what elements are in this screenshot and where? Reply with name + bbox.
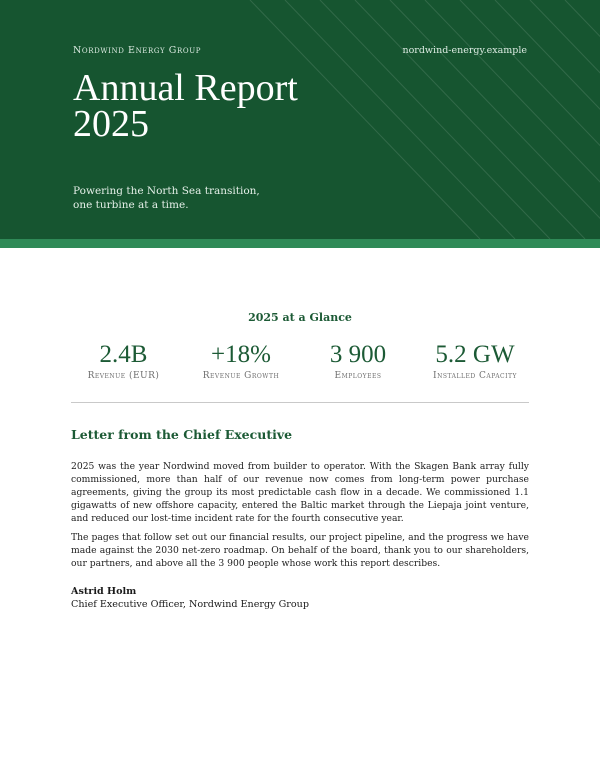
stat-value: 5.2 GW [435,341,515,368]
signer-title: Chief Executive Officer, Nordwind Energy Group [71,599,309,610]
report-title-line2: 2025 [73,103,149,145]
letter-heading: Letter from the Chief Executive [71,427,293,442]
tagline-line2: one turbine at a time. [73,199,189,211]
stat-value: +18% [211,341,271,368]
stat-revenue-growth [191,340,291,381]
stat-employees [318,340,398,381]
website-link[interactable]: nordwind-energy.example [402,45,527,56]
glance-title: 2025 at a Glance [248,311,352,324]
tagline-line1: Powering the North Sea transition, [73,185,260,197]
stat-label: Revenue (EUR) [87,371,160,381]
tagline [73,184,293,212]
stat-installed-capacity [421,340,529,381]
report-title [73,67,413,145]
key-stats [71,340,529,390]
stat-revenue [81,340,166,381]
stat-label: Installed Capacity [433,371,517,381]
cover-hero [0,0,600,239]
stat-label: Revenue Growth [202,371,280,381]
letter-paragraph: 2025 was the year Nordwind moved from builder to operator. With the Skagen Bank array fully commissioned, more than half of our revenue now comes from long-term power purchase agreements, giving the group its most predictable cash flow in a decade. We commissioned 1.1 gigawatts of new offshore capacity, entered the Baltic market through the Liepaja joint venture, and reduced our lost-time incident rate for the fourth consecutive year. [71,461,529,525]
stat-value: 2.4B [99,341,148,368]
stat-value: 3 900 [329,341,387,368]
letter-paragraph: The pages that follow set out our financial results, our project pipeline, and the progress we have made against the 2030 net-zero roadmap. On behalf of the board, thank you to our shareholders, our partners, and above all the 3 900 people whose work this report describes. [71,532,529,570]
company-name: Nordwind Energy Group [73,45,202,56]
report-title-line1: Annual Report [73,67,298,109]
signer-name: Astrid Holm [71,586,137,597]
accent-band [0,239,600,248]
stat-label: Employees [334,371,382,381]
section-divider [71,402,529,403]
